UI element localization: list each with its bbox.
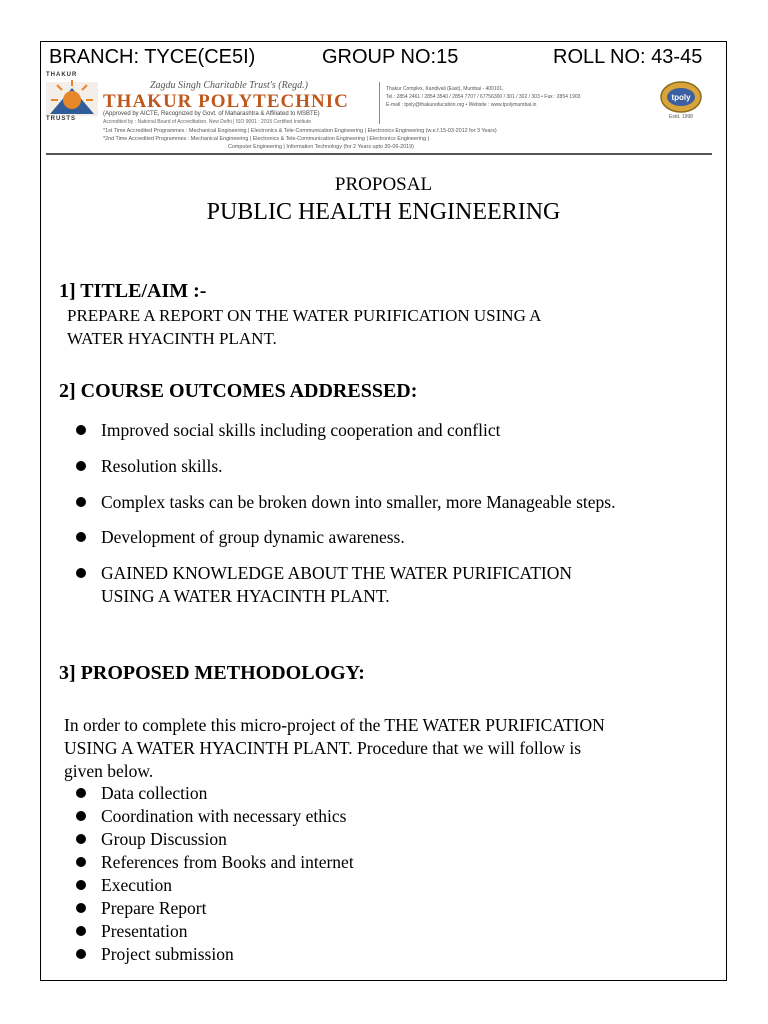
bullet-icon	[76, 949, 86, 959]
accredited-programmes	[103, 127, 497, 151]
brand-top-text: THAKUR	[46, 72, 78, 78]
letterhead-rule	[46, 153, 712, 155]
tpoly-emblem-icon	[657, 80, 705, 120]
brand-bottom-text: TRUSTS	[46, 116, 76, 122]
bullet-icon	[76, 926, 86, 936]
aim-text-line: PREPARE A REPORT ON THE WATER PURIFICATION USING A	[67, 306, 542, 325]
course-outcomes-heading: 2] COURSE OUTCOMES ADDRESSED:	[59, 380, 418, 402]
bullet-icon	[76, 425, 86, 435]
bullet-icon	[76, 811, 86, 821]
method-step: Data collection	[101, 783, 208, 803]
bullet-icon	[76, 788, 86, 798]
outcome-item: Resolution skills.	[101, 456, 223, 476]
methodology-intro-line: USING A WATER HYACINTH PLANT. Procedure that we will follow is	[64, 738, 582, 758]
outcome-item-continued: USING A WATER HYACINTH PLANT.	[101, 586, 390, 606]
method-step: Prepare Report	[101, 898, 207, 918]
bullet-icon	[76, 880, 86, 890]
bullet-icon	[76, 834, 86, 844]
bullet-icon	[76, 461, 86, 471]
institute-name: THAKUR POLYTECHNIC	[103, 91, 349, 112]
roll-number-label: ROLL NO: 43-45	[553, 46, 703, 68]
section-title-aim-heading: 1] TITLE/AIM :-	[59, 280, 207, 302]
trust-line: Zagdu Singh Charitable Trust's (Regd.)	[150, 80, 308, 91]
method-step: Group Discussion	[101, 829, 227, 849]
outcome-item: Complex tasks can be broken down into smaller, more Manageable steps.	[101, 492, 616, 512]
methodology-intro-line: given below.	[64, 761, 154, 781]
bullet-icon	[76, 532, 86, 542]
bullet-icon	[76, 568, 86, 578]
bullet-icon	[76, 903, 86, 913]
aim-text-line: WATER HYACINTH PLANT.	[67, 329, 277, 348]
accreditation-line: Accredited by : National Board of Accreditation, New Delhi | ISO 9001 : 2015 Certified Institute	[103, 119, 312, 125]
group-number-label: GROUP NO:15	[322, 46, 459, 68]
outcome-item: Improved social skills including cooperation and conflict	[101, 420, 501, 440]
outcome-item: GAINED KNOWLEDGE ABOUT THE WATER PURIFICATION	[101, 563, 573, 583]
method-step: Presentation	[101, 921, 188, 941]
letterhead-divider	[379, 82, 380, 124]
outcome-item: Development of group dynamic awareness.	[101, 527, 405, 547]
address-line: Thakur Complex, Kandivali (East), Mumbai - 400101.	[386, 86, 504, 92]
programmes-line-1: *1st Time Accredited Programmes : Mechanical Engineering | Electronics & Tele-Communication Engineering | Electronics Engineering (w.e.f.15-03-2012 for 3 Years)	[103, 128, 497, 134]
method-step: Project submission	[101, 944, 234, 964]
approval-line: (Approved by AICTE, Recognized by Govt. of Maharashtra & Affiliated to MSBTE)	[103, 111, 320, 117]
emblem-text: tpoly	[671, 93, 691, 102]
method-step: Coordination with necessary ethics	[101, 806, 347, 826]
emblem-estd: Estd. 1998	[669, 114, 693, 120]
branch-label: BRANCH: TYCE(CE5I)	[49, 46, 256, 68]
programmes-line-3: Computer Engineering | Information Technology (for 2 Years upto 30-06-2019)	[228, 144, 414, 150]
programmes-line-2: *2nd Time Accredited Programmes : Mechanical Engineering | Electronics & Tele-Communication Engineering | Electronics Engineering |	[103, 136, 429, 142]
email-website-line: E-mail : tpoly@thakureducation.org • Website : www.tpolymumbai.in	[386, 102, 537, 108]
methodology-heading: 3] PROPOSED METHODOLOGY:	[59, 662, 365, 684]
proposal-label: PROPOSAL	[334, 174, 433, 195]
method-step: Execution	[101, 875, 172, 895]
bullet-icon	[76, 497, 86, 507]
subject-title: PUBLIC HEALTH ENGINEERING	[206, 199, 561, 225]
methodology-intro-line: In order to complete this micro-project of the THE WATER PURIFICATION	[64, 715, 605, 735]
method-step: References from Books and internet	[101, 852, 354, 872]
bullet-icon	[76, 857, 86, 867]
telephone-line: Tel.: 2854 2461 / 2854 3540 / 2854 7707 / 67756300 / 301 / 302 / 303 • Fax : 2854 1903	[386, 94, 581, 100]
contact-block	[386, 85, 656, 109]
